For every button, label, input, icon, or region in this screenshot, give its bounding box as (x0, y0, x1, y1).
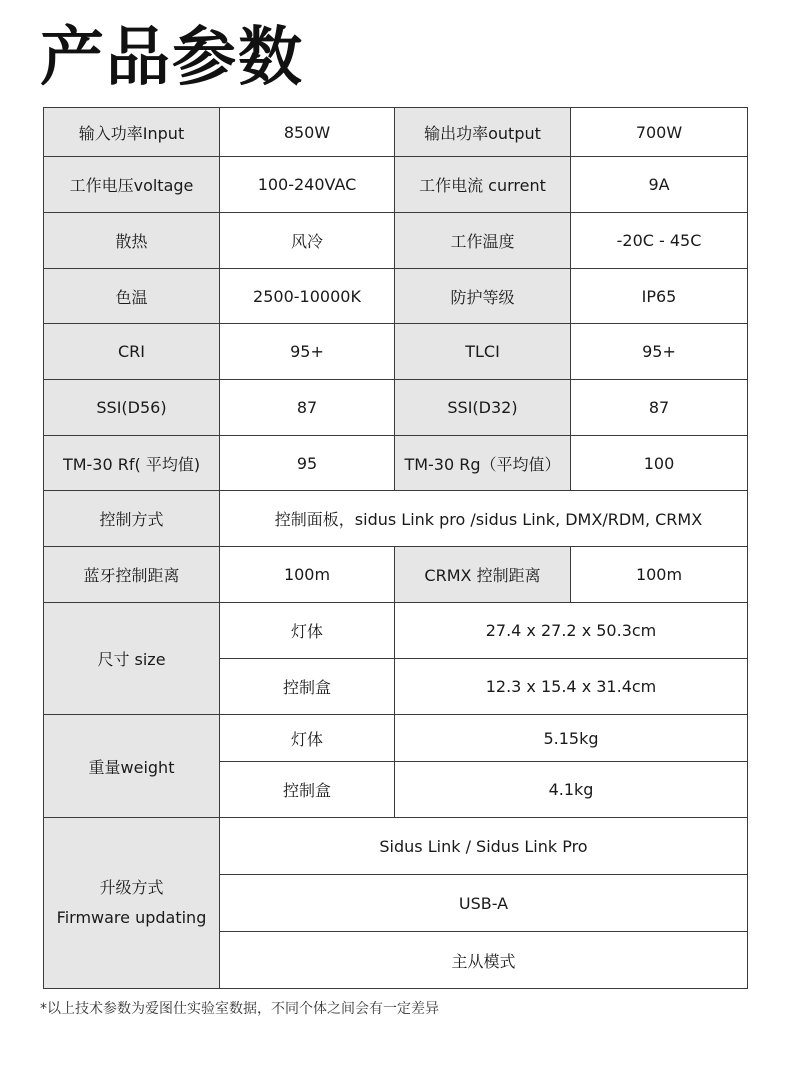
table-row (44, 157, 748, 213)
spec-value: 850W (220, 108, 395, 157)
weight-item-name: 灯体 (220, 715, 395, 762)
table-row (44, 380, 748, 436)
spec-label: 工作温度 (395, 213, 571, 269)
table-row (44, 108, 748, 157)
spec-label: 工作电流 current (395, 157, 571, 213)
table-row (44, 269, 748, 324)
size-item-value: 27.4 x 27.2 x 50.3cm (395, 603, 748, 659)
spec-value: 风冷 (220, 213, 395, 269)
spec-label: CRI (44, 324, 220, 380)
spec-label: 散热 (44, 213, 220, 269)
weight-item-name: 控制盒 (220, 762, 395, 818)
table-row-firmware (44, 818, 748, 875)
control-label: 控制方式 (44, 491, 220, 547)
spec-label: TM-30 Rf( 平均值) (44, 436, 220, 491)
spec-label: 输入功率Input (44, 108, 220, 157)
spec-label: SSI(D56) (44, 380, 220, 436)
spec-label: 工作电压voltage (44, 157, 220, 213)
weight-label: 重量weight (44, 715, 220, 818)
size-item-name: 控制盒 (220, 659, 395, 715)
spec-value: 87 (220, 380, 395, 436)
firmware-label-cn: 升级方式 (99, 878, 164, 897)
spec-label: SSI(D32) (395, 380, 571, 436)
spec-label: TLCI (395, 324, 571, 380)
table-row-control (44, 491, 748, 547)
spec-value: 100m (571, 547, 748, 603)
spec-value: IP65 (571, 269, 748, 324)
table-row-weight (44, 715, 748, 762)
firmware-label-en: Firmware updating (56, 908, 207, 927)
spec-value: 100 (571, 436, 748, 491)
table-row (44, 213, 748, 269)
table-row (44, 324, 748, 380)
firmware-method: 主从模式 (220, 932, 748, 989)
size-label: 尺寸 size (44, 603, 220, 715)
spec-value: 100m (220, 547, 395, 603)
spec-value: 700W (571, 108, 748, 157)
firmware-method: USB-A (220, 875, 748, 932)
spec-value: 95 (220, 436, 395, 491)
spec-value: 2500-10000K (220, 269, 395, 324)
footnote: *以上技术参数为爱图仕实验室数据，不同个体之间会有一定差异 (40, 1001, 439, 1017)
weight-item-value: 4.1kg (395, 762, 748, 818)
spec-value: 87 (571, 380, 748, 436)
spec-label: 蓝牙控制距离 (44, 547, 220, 603)
control-value: 控制面板，sidus Link pro /sidus Link, DMX/RDM, CRMX (220, 491, 748, 547)
size-item-value: 12.3 x 15.4 x 31.4cm (395, 659, 748, 715)
spec-value: 100-240VAC (220, 157, 395, 213)
spec-value: 95+ (571, 324, 748, 380)
spec-label: TM-30 Rg（平均值） (395, 436, 571, 491)
table-row-size (44, 603, 748, 659)
weight-item-value: 5.15kg (395, 715, 748, 762)
firmware-method: Sidus Link / Sidus Link Pro (220, 818, 748, 875)
page-title: 产品参数 (40, 21, 304, 95)
spec-value: 95+ (220, 324, 395, 380)
spec-label: CRMX 控制距离 (395, 547, 571, 603)
table-row (44, 436, 748, 491)
firmware-label (44, 818, 220, 989)
spec-value: -20C - 45C (571, 213, 748, 269)
spec-label: 防护等级 (395, 269, 571, 324)
spec-value: 9A (571, 157, 748, 213)
spec-label: 色温 (44, 269, 220, 324)
spec-label: 输出功率output (395, 108, 571, 157)
size-item-name: 灯体 (220, 603, 395, 659)
table-row (44, 547, 748, 603)
spec-table (43, 107, 748, 989)
